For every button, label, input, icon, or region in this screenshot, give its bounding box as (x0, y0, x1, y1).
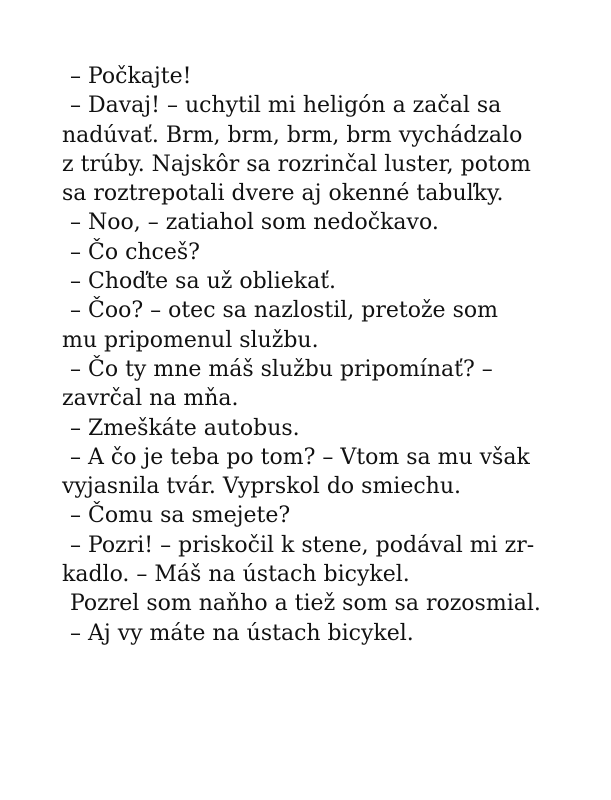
text-line: nadúvať. Brm, brm, brm, brm vychádzalo (62, 122, 523, 148)
text-line: – Čo chceš? (70, 239, 200, 265)
text-line: mu pripomenul službu. (62, 327, 319, 353)
text-line: vyjasnila tvár. Vyprskol do smiechu. (62, 474, 462, 500)
text-line: – Choďte sa už obliekať. (70, 269, 337, 295)
text-line: – Noo, – zatiahol som nedočkavo. (70, 210, 439, 236)
text-line: Pozrel som naňho a tiež som sa rozosmial. (70, 591, 541, 617)
text-line: zavrčal na mňa. (62, 386, 239, 412)
text-line: – Počkajte! (70, 64, 192, 89)
text-line: – Davaj! – uchytil mi heligón a začal sa (70, 93, 502, 119)
text-line: – Čoo? – otec sa nazlostil, pretože som (70, 298, 498, 324)
text-line: – Čomu sa smejete? (70, 503, 291, 529)
text-line: – Pozri! – priskočil k stene, podával mi zr- (70, 532, 535, 558)
text-line: – A čo je teba po tom? – Vtom sa mu však (70, 444, 530, 470)
text-line: kadlo. – Máš na ústach bicykel. (62, 562, 410, 588)
text-line: sa roztrepotali dvere aj okenné tabuľky. (62, 181, 504, 207)
text-line: – Čo ty mne máš službu pripomínať? – (70, 356, 493, 382)
text-line: – Zmeškáte autobus. (70, 415, 300, 441)
text-line: – Aj vy máte na ústach bicykel. (70, 620, 414, 646)
text-block (62, 62, 562, 648)
text-line: z trúby. Najskôr sa rozrinčal luster, potom (62, 151, 531, 177)
